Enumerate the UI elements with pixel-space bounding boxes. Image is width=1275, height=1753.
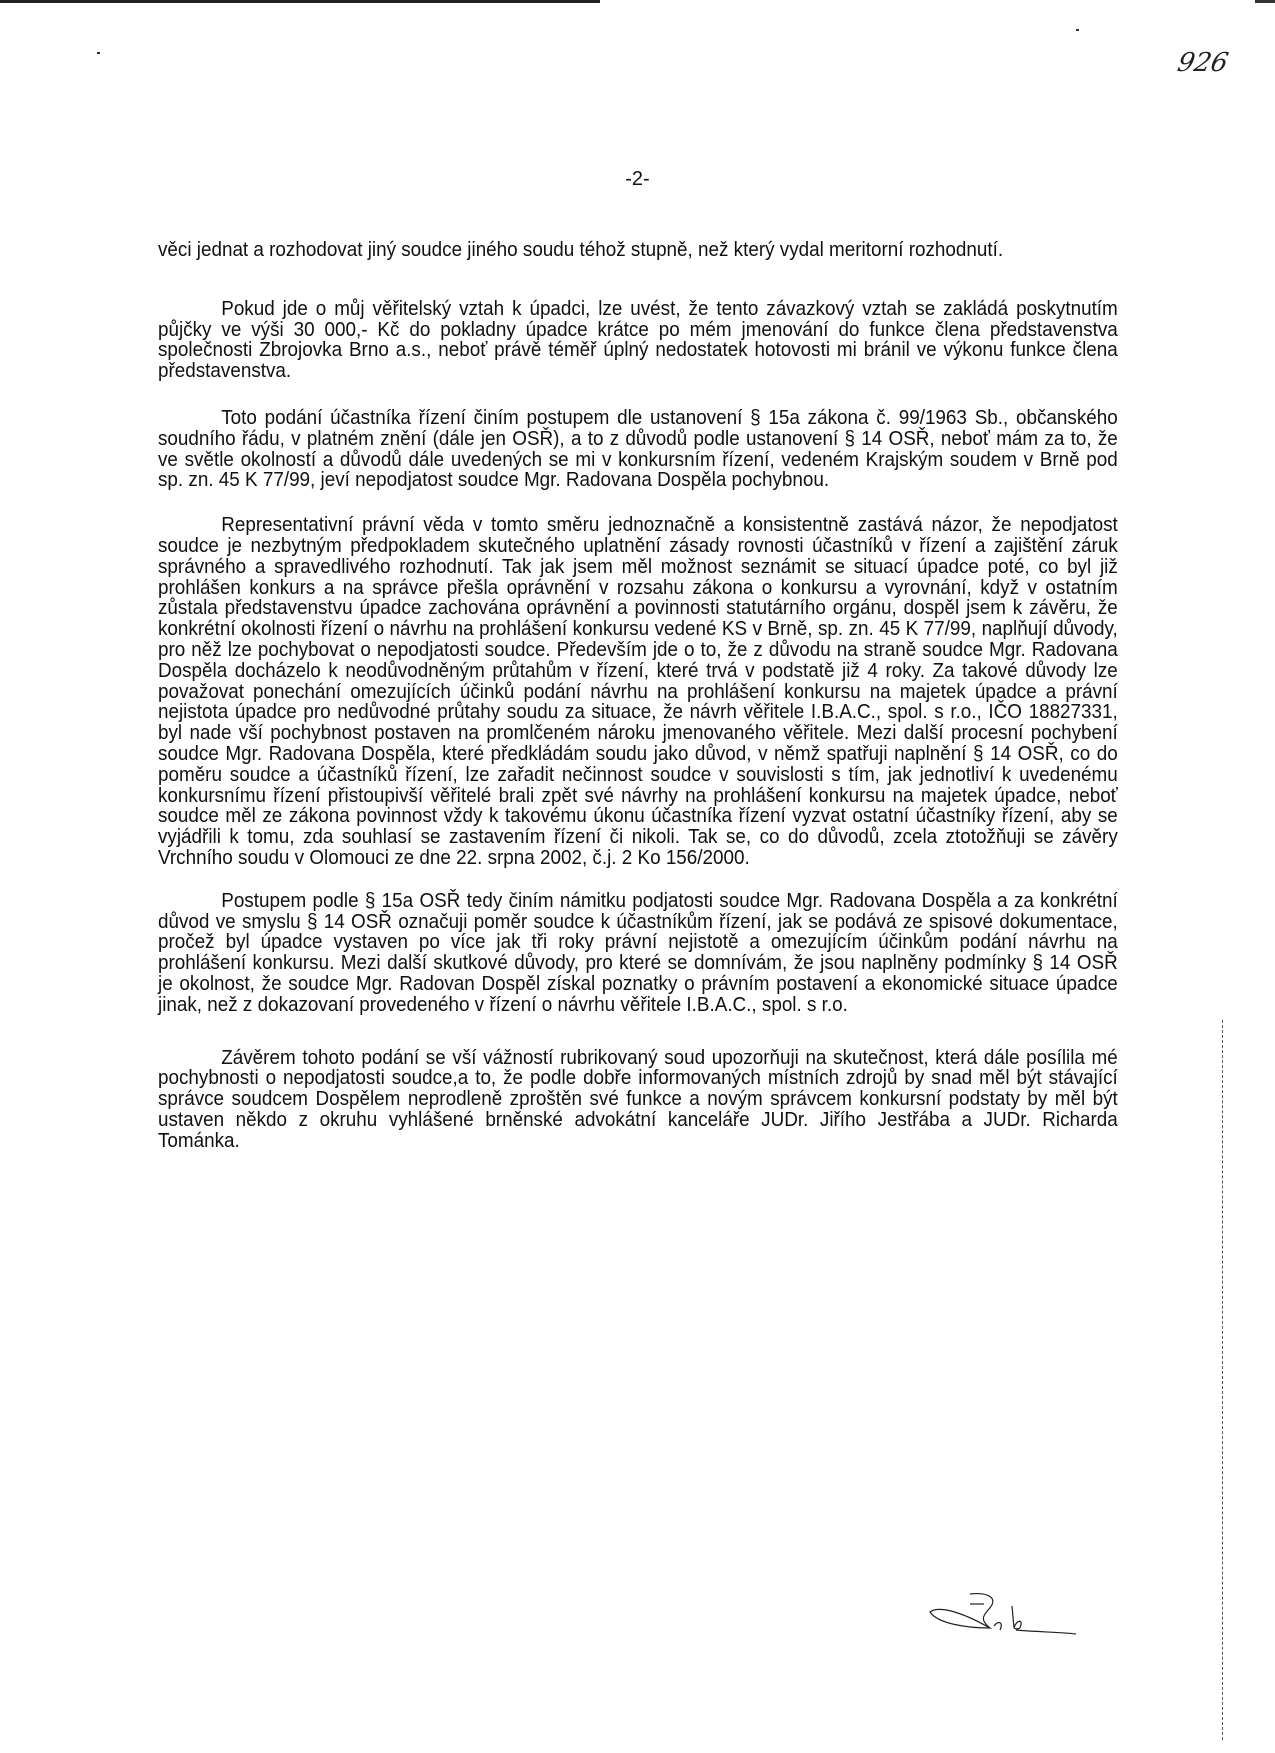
paragraph-4: Representativní právní věda v tomto směru jednoznačně a konsistentně zastává názor, že nepodjatost soudce je nezbytným předpokladem skutečného uplatnění zásady rovnosti účastníků v řízení a zajištění záruk správného a spravedlivého rozhodnutí. Tak jak jsem měl možnost seznámit se situací úpadce poté, co byl již prohlášen konkurs a na správce přešla oprávnění v rozsahu zákona o konkursu a vyrovnání, když v ostatním zůstala představenstvu úpadce zachována oprávnění a povinnosti statutárního orgánu, dospěl jsem k závěru, že konkrétní okolnosti řízení o návrhu na prohlášení konkursu vedené KS v Brně, sp. zn. 45 K 77/99, naplňují důvody, pro něž lze pochybovat o nepodjatosti soudce. Především jde o to, že z důvodu na straně soudce Mgr. Radovana Dospěla docházelo k neodůvodněným průtahům v řízení, které trvá v podstatě již 4 roky. Za takové důvody lze považovat ponechání omezujících účinků podání návrhu na prohlášení konkursu na majetek úpadce a právní nejistota úpadce pro nedůvodné průtahy soudu za situace, že návrh věřitele I.B.A.C., spol. s r.o., IČO 18827331, byl nade vší pochybnost postaven na promlčeném nároku jmenovaného věřitele. Mezi další procesní pochybení soudce Mgr. Radovana Dospěla, které předkládám soudu jako důvod, v němž spatřuji naplnění § 14 OSŘ, co do poměru soudce a účastníků řízení, lze zařadit nečinnost soudce v souvislosti s tím, jak jednotliví k uvedenému konkursnímu řízení přistoupivší věřitelé brali zpět své návrhy na prohlášení konkursu na majetek úpadce, neboť soudce měl ze zákona povinnost vždy k takovému úkonu účastníka řízení vyzvat ostatní účastníky řízení, aby se vyjádřili k tomu, zda souhlasí se zastavením řízení či nikoli. Tak se, co do důvodů, zcela ztotožňuji se závěry Vrchního soudu v Olomouci ze dne 22. srpna 2002, č.j. 2 Ko 156/2000. (158, 514, 1118, 869)
paragraph-3: Toto podání účastníka řízení činím postupem dle ustanovení § 15a zákona č. 99/1963 Sb., občanského soudního řádu, v platném znění (dále jen OSŘ), a to z důvodů podle ustanovení § 14 OSŘ, neboť mám za to, že ve světle okolností a důvodů dále uvedených se mi v konkursním řízení, vedeném Krajským soudem v Brně pod sp. zn. 45 K 77/99, jeví nepodjatost soudce Mgr. Radovana Dospěla pochybnou. (158, 406, 1118, 492)
page-number-label: -2- (625, 168, 650, 190)
scan-edge-top (0, 0, 600, 3)
scan-speck (1076, 29, 1079, 31)
signature (928, 1592, 1078, 1637)
paragraph-2: Pokud jde o můj věřitelský vztah k úpadci, lze uvést, že tento závazkový vztah se zakládá poskytnutím půjčky ve výši 30 000,- Kč do pokladny úpadce krátce po mém jmenování do funkce člena představenstva společnosti Zbrojovka Brno a.s., neboť právě téměř úplný nedostatek hotovosti mi bránil ve výkonu funkce člena představenstva. (158, 297, 1118, 383)
paragraph-1: věci jednat a rozhodovat jiný soudce jiného soudu téhož stupně, než který vydal meritorní rozhodnutí. (158, 239, 1004, 261)
paragraph-5: Postupem podle § 15a OSŘ tedy činím námitku podjatosti soudce Mgr. Radovana Dospěla a za konkrétní důvod ve smyslu § 14 OSŘ označuji poměr soudce k účastníkům řízení, jak se podává ze spisové dokumentace, pročež byl úpadce vystaven po více jak tři roky právní nejistotě a omezujícím účinkům podání návrhu na prohlášení konkursu. Mezi další skutkové důvody, pro které se domnívám, že jsou naplněny podmínky § 14 OSŘ je okolnost, že soudce Mgr. Radovan Dospěl získal poznatky o právním postavení a ekonomické situace úpadce jinak, než z dokazovaní provedeného v řízení o návrhu věřitele I.B.A.C., spol. s r.o. (158, 889, 1118, 1016)
paragraph-6: Závěrem tohoto podání se vší vážností rubrikovaný soud upozorňuji na skutečnost, která dále posílila mé pochybnosti o nepodjatosti soudce,a to, že podle dobře informovaných místních zdrojů by snad měl být stávající správce soudcem Dospělem neprodleně zproštěn své funkce a novým správcem konkursní podstaty by měl být ustaven někdo z okruhu vyhlášené brněnské advokátní kanceláře JUDr. Jiřího Jestřába a JUDr. Richarda Tománka. (158, 1046, 1118, 1152)
scan-edge-right (1222, 1020, 1223, 1740)
scan-speck (97, 52, 100, 54)
document-body (158, 239, 1118, 1182)
scan-edge-top-right (1255, 0, 1275, 3)
handwritten-page-number: 926 (1174, 48, 1231, 78)
